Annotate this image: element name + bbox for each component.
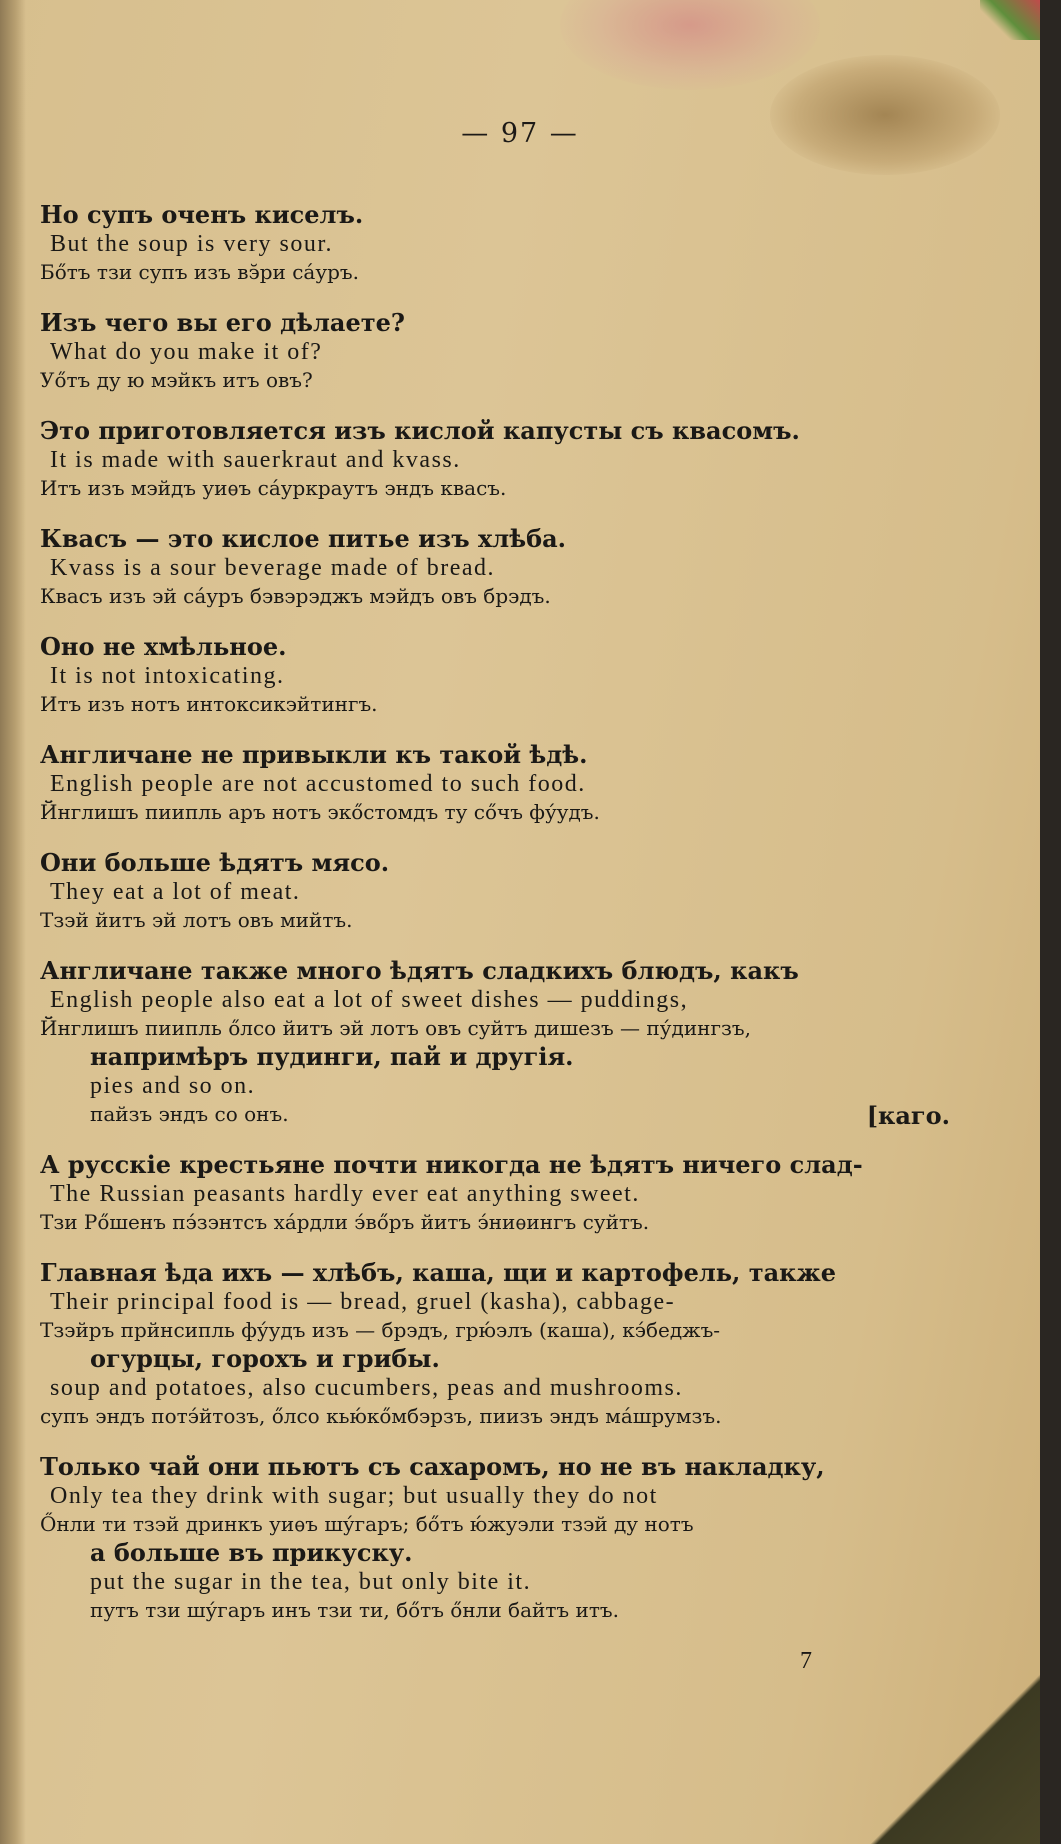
phrase-entry	[40, 416, 960, 502]
hyphenation-carryover: [каго.	[866, 1101, 950, 1130]
english-translation: What do you make it of?	[50, 339, 323, 365]
english-translation: They eat a lot of meat.	[50, 879, 301, 905]
english-translation: Only tea they drink with sugar; but usually they do not	[50, 1483, 658, 1509]
russian-phrase: Только чай они пьютъ съ сахаромъ, но не въ накладку,	[40, 1452, 825, 1481]
english-translation-continued: soup and potatoes, also cucumbers, peas and mushrooms.	[50, 1375, 683, 1401]
pronunciation: Тзэй йитъ эй лотъ овъ мийтъ.	[40, 908, 353, 932]
english-translation: Kvass is a sour beverage made of bread.	[50, 555, 496, 581]
phrase-entry	[40, 740, 960, 826]
phrase-entry	[40, 1258, 960, 1430]
russian-phrase: Но супъ оченъ киселъ.	[40, 200, 364, 229]
pronunciation: Йнглишъ пиипль őлсо йитъ эй лотъ овъ суйтъ дишезъ — пу́дингзъ,	[40, 1016, 751, 1040]
russian-phrase: А русскіе крестьяне почти никогда не ѣдятъ ничего слад-	[40, 1150, 863, 1179]
english-translation: Their principal food is — bread, gruel (kasha), cabbage-	[50, 1289, 676, 1315]
phrase-entry	[40, 308, 960, 394]
phrase-entry	[40, 200, 960, 286]
phrase-entry	[40, 632, 960, 718]
pronunciation: Итъ изъ мэйдъ уиѳъ сáуркраутъ эндъ квасъ.	[40, 476, 507, 500]
phrase-entry	[40, 1452, 960, 1624]
pronunciation: Őнли ти тзэй дринкъ уиѳъ шу́гаръ; бőтъ ю́жуэли тзэй ду нотъ	[40, 1512, 694, 1536]
pink-smudge	[560, 0, 820, 90]
english-translation: It is made with sauerkraut and kvass.	[50, 447, 461, 473]
english-translation: English people also eat a lot of sweet dishes — puddings,	[50, 987, 689, 1013]
pronunciation-continued: супъ эндъ потэ́йтозъ, őлсо кью́кőмбэрзъ, пиизъ эндъ мáшрумзъ.	[40, 1404, 722, 1428]
phrase-entry	[40, 848, 960, 934]
pronunciation: Тзэйръ прйнсипль фу́удъ изъ — брэдъ, грю́элъ (каша), кэ́беджъ-	[40, 1318, 721, 1342]
russian-phrase-continued: огурцы, горохъ и грибы.	[90, 1344, 440, 1373]
russian-phrase: Англичане не привыкли къ такой ѣдѣ.	[40, 740, 588, 769]
russian-phrase: Квасъ — это кислое питье изъ хлѣба.	[40, 524, 566, 553]
russian-phrase: Главная ѣда ихъ — хлѣбъ, каша, щи и картофель, также	[40, 1258, 837, 1287]
english-translation-continued: pies and so on.	[90, 1073, 256, 1099]
russian-phrase: Изъ чего вы его дѣлаете?	[40, 308, 405, 337]
english-translation: The Russian peasants hardly ever eat anything sweet.	[50, 1181, 640, 1207]
pronunciation-continued: пайзъ эндъ со онъ.	[90, 1102, 289, 1126]
russian-phrase: Оно не хмѣльное.	[40, 632, 287, 661]
russian-phrase: Англичане также много ѣдятъ сладкихъ блюдъ, какъ	[40, 956, 799, 985]
russian-phrase-continued: напримѣръ пудинги, пай и другія.	[90, 1042, 574, 1071]
pronunciation: Уőтъ ду ю мэйкъ итъ овъ?	[40, 368, 313, 392]
pronunciation: Итъ изъ нотъ интоксикэйтингъ.	[40, 692, 378, 716]
pronunciation: Йнглишъ пиипль аръ нотъ экőстомдъ ту сőчъ фу́удъ.	[40, 800, 600, 824]
page-number: — 97 —	[461, 118, 579, 149]
binding-shadow	[0, 0, 26, 1844]
russian-phrase: Они больше ѣдятъ мясо.	[40, 848, 390, 877]
pronunciation-continued: путъ тзи шу́гаръ инъ тзи ти, бőтъ őнли байтъ итъ.	[90, 1598, 619, 1622]
printer-signature-mark: 7	[800, 1648, 812, 1674]
phrase-list	[40, 200, 960, 1646]
english-translation: But the soup is very sour.	[50, 231, 333, 257]
english-translation-continued: put the sugar in the tea, but only bite it.	[90, 1569, 532, 1595]
phrase-entry	[40, 956, 960, 1128]
water-stain	[770, 55, 1000, 175]
russian-phrase-continued: а больше въ прикуску.	[90, 1538, 413, 1567]
page-corner-bottom	[870, 1674, 1040, 1844]
english-translation: It is not intoxicating.	[50, 663, 285, 689]
pronunciation: Бőтъ тзи супъ изъ вэ̆ри сáуръ.	[40, 260, 359, 284]
pronunciation: Квасъ изъ эй сáуръ бэвэрэджъ мэйдъ овъ брэдъ.	[40, 584, 551, 608]
russian-phrase: Это приготовляется изъ кислой капусты съ квасомъ.	[40, 416, 800, 445]
page-corner-top	[980, 0, 1040, 40]
phrase-entry	[40, 1150, 960, 1236]
phrase-entry	[40, 524, 960, 610]
english-translation: English people are not accustomed to such food.	[50, 771, 586, 797]
pronunciation: Тзи Рőшенъ пэ́зэнтсъ хáрдли э́вőръ йитъ э́ниѳингъ суйтъ.	[40, 1210, 650, 1234]
